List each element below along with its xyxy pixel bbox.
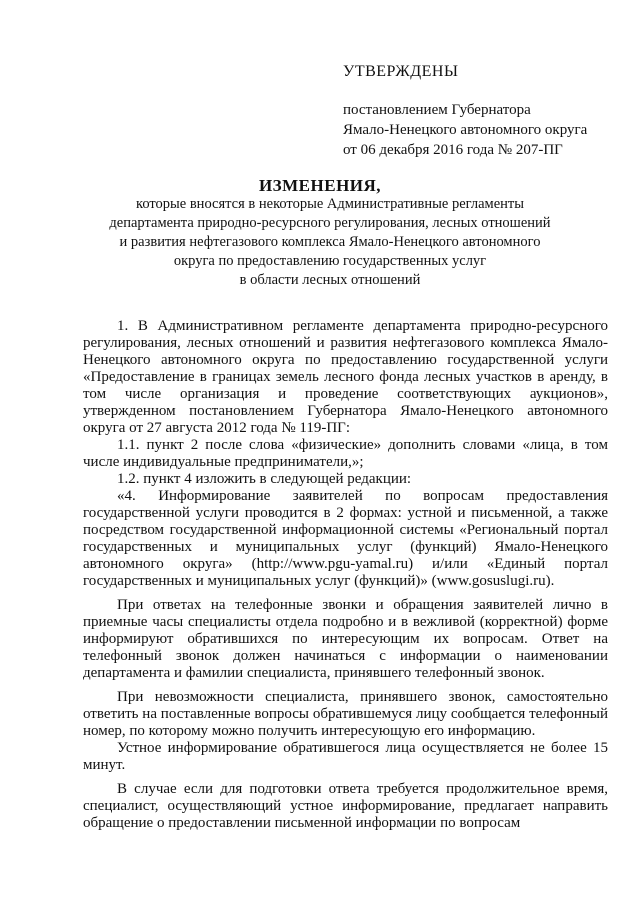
paragraph-long-answer: В случае если для подготовки ответа требуется продолжительное время, специалист, осуществляющий устное информирование, предлагает направить обращение о предоставлении письменной информации по вопросам	[83, 781, 608, 831]
subtitle-line: департамента природно-ресурсного регулирования, лесных отношений	[109, 215, 551, 231]
document-title: ИЗМЕНЕНИЯ,	[258, 176, 382, 195]
paragraph-1-1: 1.1. пункт 2 после слова «физические» дополнить словами «лица, в том числе индивидуальные предприниматели,»;	[83, 437, 608, 470]
approval-block	[343, 62, 623, 160]
paragraph-phone-answers: При ответах на телефонные звонки и обращения заявителей лично в приемные часы специалисты отдела подробно и в вежливой (корректной) форме информируют обратившихся по интересующим их вопросам. Ответ на телефонный звонок должен начинаться с информации о наименовании департамента и фамилии специалиста, принявшего телефонный звонок.	[83, 597, 608, 681]
subtitle-line: которые вносятся в некоторые Административные регламенты	[136, 196, 524, 212]
subtitle-line: и развития нефтегазового комплекса Ямало-Ненецкого автономного	[119, 234, 541, 250]
approval-line: постановлением Губернатора	[343, 102, 531, 118]
subtitle-line: в области лесных отношений	[239, 272, 421, 288]
approval-heading: УТВЕРЖДЕНЫ	[343, 63, 459, 80]
subtitle-line: округа по предоставлению государственных услуг	[173, 253, 487, 269]
paragraph-item-4: «4. Информирование заявителей по вопросам предоставления государственной услуги проводится в 2 формах: устной и письменной, а также посредством государственной информационной системы «Региональный портал государственных и муниципальных услуг (функций) Ямало-Ненецкого автономного округа» (http://www.pgu-yamal.ru) и/или «Единый портал государственных и муниципальных услуг (функций)» (www.gosuslugi.ru).	[83, 488, 608, 589]
paragraph-oral-duration: Устное информирование обратившегося лица осуществляется не более 15 минут.	[83, 740, 608, 773]
approval-line: Ямало-Ненецкого автономного округа	[343, 122, 588, 138]
approval-line: от 06 декабря 2016 года № 207-ПГ	[343, 142, 563, 158]
paragraph-impossibility: При невозможности специалиста, принявшего звонок, самостоятельно ответить на поставленные вопросы обратившемуся лицу сообщается телефонный номер, по которому можно получить интересующую его информацию.	[83, 689, 608, 739]
document-body	[83, 318, 608, 832]
paragraph-1: 1. В Административном регламенте департамента природно-ресурсного регулирования, лесных отношений и развития нефтегазового комплекса Ямало-Ненецкого автономного округа по предоставлению государственной услуги «Предоставление в границах земель лесного фонда лесных участков в аренду, в том числе организация и проведение соответствующих аукционов», утвержденном постановлением Губернатора Ямало-Ненецкого автономного округа от 27 августа 2012 года № 119-ПГ:	[83, 318, 608, 436]
document-subtitle	[90, 195, 570, 290]
paragraph-1-2: 1.2. пункт 4 изложить в следующей редакции:	[117, 471, 412, 487]
